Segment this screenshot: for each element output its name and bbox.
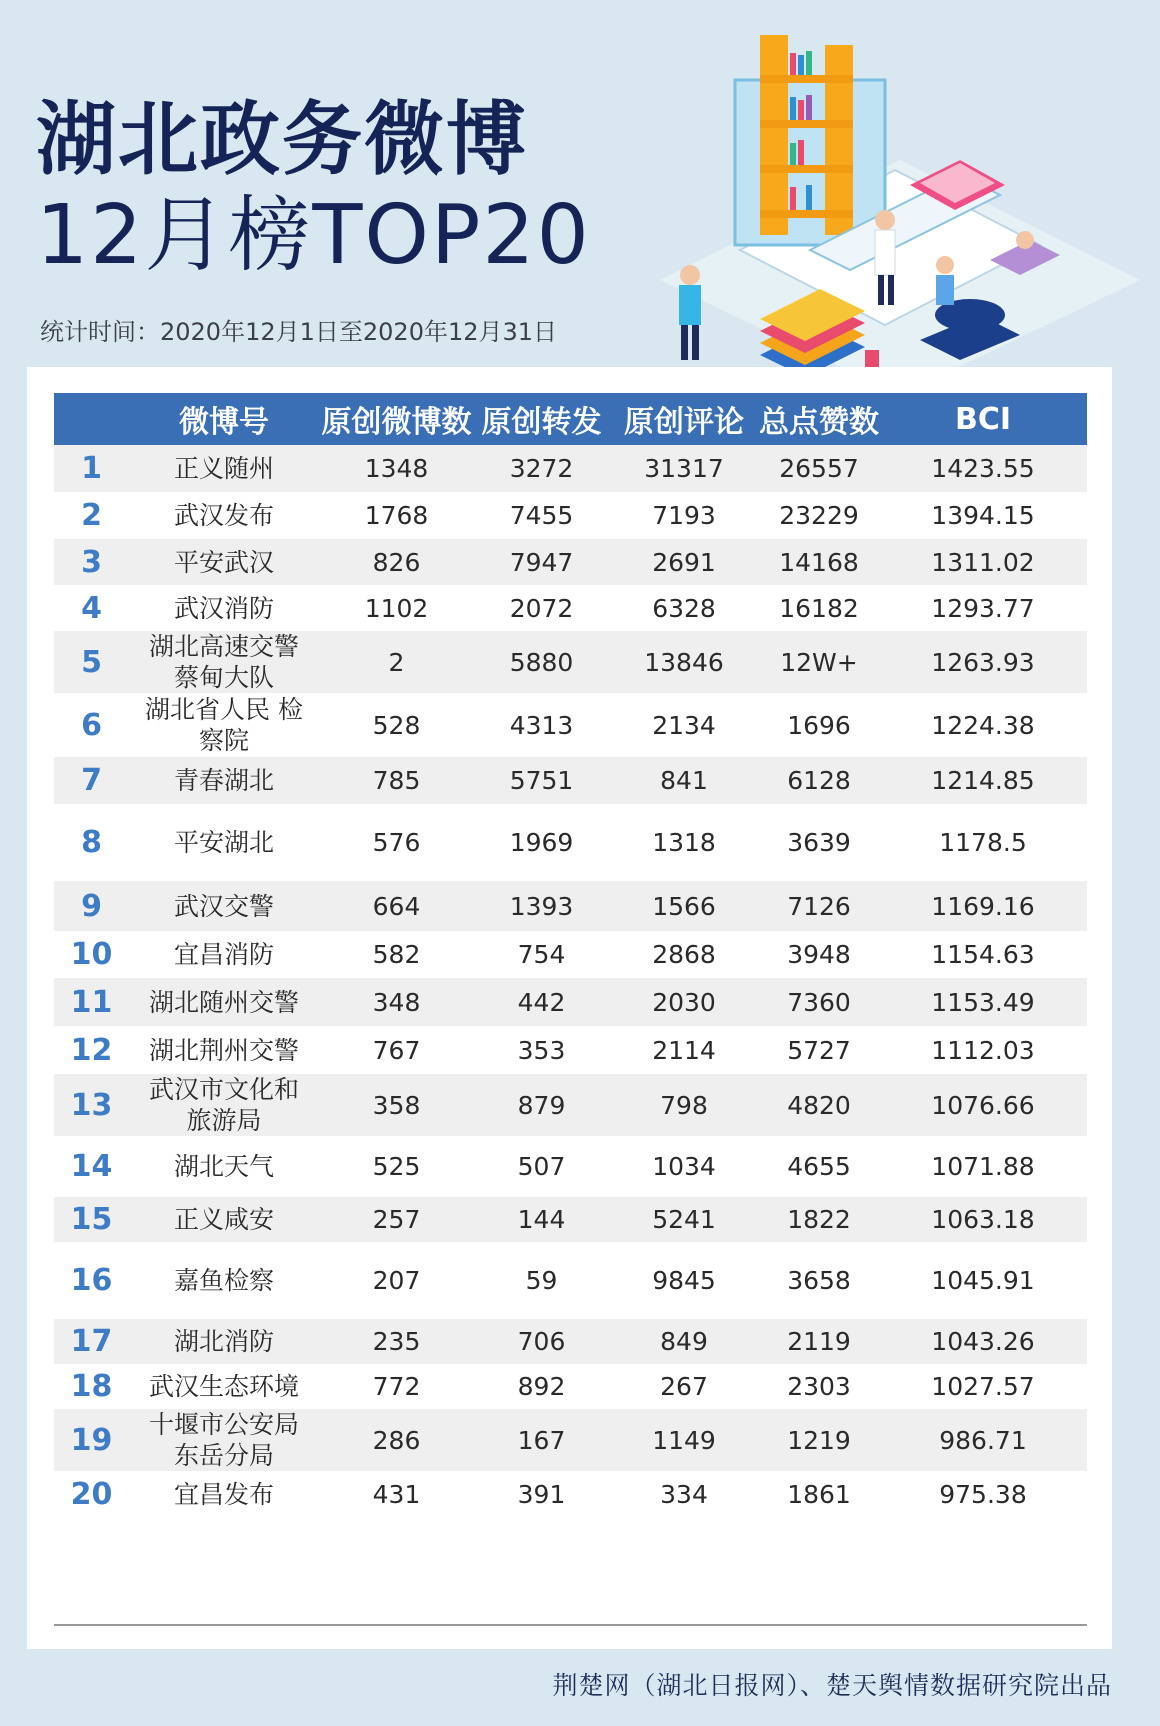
original-forwards-cell: 706	[517, 1327, 566, 1356]
original-comments-cell: 7193	[652, 501, 716, 530]
rank-cell: 19	[70, 1422, 113, 1458]
bci-cell: 1423.55	[931, 454, 1035, 483]
account-name-cell: 宜昌发布	[173, 1480, 274, 1509]
table-row	[54, 1364, 1087, 1409]
original-forwards-cell: 892	[517, 1372, 566, 1401]
table-bottom-rule	[54, 1624, 1087, 1626]
original-comments-cell: 5241	[652, 1205, 716, 1234]
bci-cell: 1043.26	[931, 1327, 1035, 1356]
page-subtitle: 12月榜TOP20	[36, 188, 591, 283]
total-likes-cell: 23229	[779, 501, 859, 530]
table-row	[54, 539, 1087, 585]
original-comments-cell: 1318	[652, 828, 716, 857]
table-row	[54, 445, 1087, 492]
original-posts-cell: 286	[372, 1425, 421, 1455]
table-row	[54, 757, 1087, 804]
account-name-cell: 十堰市公安局 东岳分局	[148, 1410, 299, 1470]
rank-cell: 2	[81, 498, 102, 533]
original-forwards-cell: 3272	[509, 454, 574, 483]
original-comments-cell: 841	[660, 766, 708, 795]
original-posts-cell: 767	[372, 1035, 421, 1065]
col-header-original-posts: 原创微博数	[321, 405, 472, 440]
rank-cell: 20	[70, 1477, 113, 1512]
original-comments-cell: 13846	[644, 647, 724, 677]
total-likes-cell: 3658	[787, 1266, 851, 1295]
bci-cell: 986.71	[939, 1425, 1027, 1455]
table-row	[54, 1074, 1087, 1136]
rank-cell: 15	[70, 1202, 113, 1237]
original-posts-cell: 358	[372, 1090, 421, 1120]
total-likes-cell: 1219	[787, 1425, 851, 1455]
bci-cell: 1027.57	[931, 1372, 1035, 1401]
table-row	[54, 1136, 1087, 1197]
account-name-cell: 嘉鱼检察	[173, 1266, 274, 1295]
total-likes-cell: 7126	[787, 891, 851, 921]
original-comments-cell: 9845	[652, 1266, 716, 1295]
original-comments-cell: 1034	[652, 1152, 716, 1181]
total-likes-cell: 2119	[787, 1327, 851, 1356]
page-title: 湖北政务微博	[36, 93, 528, 186]
rank-cell: 14	[70, 1149, 113, 1184]
original-forwards-cell: 442	[517, 987, 566, 1017]
account-name-cell: 正义随州	[173, 454, 274, 483]
rank-cell: 11	[70, 984, 113, 1020]
original-comments-cell: 2030	[652, 987, 716, 1017]
rank-cell: 1	[81, 451, 102, 486]
col-header-bci: BCI	[954, 401, 1012, 437]
rank-cell: 5	[81, 644, 102, 680]
account-name-cell: 平安湖北	[173, 828, 274, 857]
rank-cell: 10	[70, 937, 113, 972]
original-posts-cell: 664	[372, 891, 421, 921]
bci-cell: 1394.15	[931, 501, 1035, 530]
bci-cell: 1063.18	[931, 1205, 1035, 1234]
rank-cell: 3	[81, 544, 102, 580]
account-name-cell: 湖北消防	[173, 1327, 274, 1356]
account-name-cell: 宜昌消防	[173, 940, 274, 969]
bci-cell: 1224.38	[931, 710, 1035, 740]
bci-cell: 1071.88	[931, 1152, 1035, 1181]
col-header-original-comments: 原创评论	[624, 405, 744, 440]
original-posts-cell: 1348	[364, 454, 429, 483]
bci-cell: 1169.16	[931, 891, 1035, 921]
account-name-cell: 湖北荆州交警	[148, 1035, 299, 1065]
bci-cell: 1293.77	[931, 593, 1035, 623]
original-posts-cell: 1102	[364, 593, 429, 623]
rank-cell: 16	[70, 1263, 113, 1298]
table-row	[54, 1409, 1087, 1471]
table-row	[54, 693, 1087, 757]
original-posts-cell: 235	[372, 1327, 421, 1356]
table-row	[54, 631, 1087, 693]
total-likes-cell: 7360	[787, 987, 851, 1017]
account-name-cell: 武汉市文化和 旅游局	[148, 1075, 299, 1135]
original-comments-cell: 267	[660, 1372, 708, 1401]
original-posts-cell: 826	[372, 547, 421, 577]
original-posts-cell: 431	[372, 1480, 421, 1509]
bci-cell: 1154.63	[931, 940, 1035, 969]
original-comments-cell: 1566	[652, 891, 716, 921]
account-name-cell: 湖北天气	[173, 1152, 274, 1181]
bci-cell: 1311.02	[931, 547, 1035, 577]
original-comments-cell: 1149	[652, 1425, 716, 1455]
original-comments-cell: 334	[660, 1480, 708, 1509]
original-forwards-cell: 144	[517, 1205, 566, 1234]
original-comments-cell: 2134	[652, 710, 716, 740]
original-posts-cell: 348	[372, 987, 421, 1017]
ranking-table	[54, 393, 1087, 1518]
account-name-cell: 武汉消防	[173, 593, 274, 623]
total-likes-cell: 4820	[787, 1090, 851, 1120]
bci-cell: 1263.93	[931, 647, 1035, 677]
total-likes-cell: 5727	[787, 1035, 851, 1065]
table-row	[54, 1242, 1087, 1319]
rank-cell: 13	[70, 1087, 113, 1123]
rank-cell: 18	[70, 1369, 113, 1404]
total-likes-cell: 3639	[787, 828, 851, 857]
original-comments-cell: 798	[660, 1090, 708, 1120]
total-likes-cell: 2303	[787, 1372, 851, 1401]
col-header-original-forwards: 原创转发	[481, 405, 602, 440]
table-row	[54, 804, 1087, 881]
original-forwards-cell: 353	[517, 1035, 566, 1065]
table-row	[54, 492, 1087, 539]
account-name-cell: 湖北省人民 检察院	[145, 695, 303, 755]
account-name-cell: 湖北高速交警 蔡甸大队	[148, 632, 299, 692]
account-name-cell: 湖北随州交警	[148, 987, 299, 1017]
original-forwards-cell: 754	[517, 940, 566, 969]
table-row	[54, 1319, 1087, 1364]
original-posts-cell: 772	[372, 1372, 421, 1401]
col-header-account: 微博号	[179, 405, 269, 440]
original-forwards-cell: 5880	[509, 647, 574, 677]
total-likes-cell: 16182	[779, 593, 859, 623]
rank-cell: 6	[81, 707, 102, 743]
account-name-cell: 武汉发布	[173, 501, 274, 530]
footer-credit: 荆楚网（湖北日报网）、楚天舆情数据研究院出品	[552, 1671, 1112, 1700]
total-likes-cell: 14168	[779, 547, 859, 577]
total-likes-cell: 1861	[787, 1480, 851, 1509]
original-posts-cell: 257	[372, 1205, 421, 1234]
total-likes-cell: 12W+	[780, 647, 858, 677]
original-posts-cell: 2	[388, 647, 405, 677]
original-posts-cell: 576	[372, 828, 421, 857]
original-comments-cell: 2868	[652, 940, 716, 969]
rank-cell: 17	[70, 1324, 113, 1359]
original-comments-cell: 2691	[652, 547, 716, 577]
bci-cell: 1214.85	[931, 766, 1035, 795]
col-header-rank	[54, 393, 129, 445]
original-posts-cell: 207	[372, 1266, 421, 1295]
original-posts-cell: 1768	[364, 501, 429, 530]
table-row	[54, 1197, 1087, 1242]
original-posts-cell: 528	[372, 710, 421, 740]
rank-cell: 8	[81, 825, 102, 860]
original-forwards-cell: 7947	[509, 547, 574, 577]
total-likes-cell: 1696	[787, 710, 851, 740]
bci-cell: 1112.03	[931, 1035, 1035, 1065]
total-likes-cell: 26557	[779, 454, 859, 483]
bci-cell: 1178.5	[939, 828, 1027, 857]
original-posts-cell: 785	[372, 766, 421, 795]
original-forwards-cell: 2072	[509, 593, 574, 623]
table-row	[54, 1026, 1087, 1074]
account-name-cell: 青春湖北	[173, 766, 274, 795]
rank-cell: 7	[81, 763, 102, 798]
bci-cell: 1076.66	[931, 1090, 1035, 1120]
account-name-cell: 武汉交警	[173, 891, 274, 921]
original-forwards-cell: 1393	[509, 891, 574, 921]
original-forwards-cell: 167	[517, 1425, 566, 1455]
table-row	[54, 931, 1087, 978]
account-name-cell: 武汉生态环境	[148, 1372, 299, 1401]
total-likes-cell: 6128	[787, 766, 851, 795]
original-forwards-cell: 5751	[509, 766, 574, 795]
table-row	[54, 978, 1087, 1026]
account-name-cell: 正义咸安	[173, 1205, 274, 1234]
original-forwards-cell: 879	[517, 1090, 566, 1120]
original-forwards-cell: 1969	[509, 828, 574, 857]
bci-cell: 1045.91	[931, 1266, 1035, 1295]
original-forwards-cell: 7455	[509, 501, 574, 530]
rank-cell: 9	[81, 888, 102, 924]
statistics-period: 统计时间：2020年12月1日至2020年12月31日	[40, 318, 558, 346]
total-likes-cell: 1822	[787, 1205, 851, 1234]
total-likes-cell: 3948	[787, 940, 851, 969]
account-name-cell: 平安武汉	[173, 547, 274, 577]
original-forwards-cell: 391	[517, 1480, 566, 1509]
original-comments-cell: 31317	[644, 454, 724, 483]
original-comments-cell: 6328	[652, 593, 716, 623]
bookshelf-laptop-illustration	[660, 35, 1140, 395]
original-forwards-cell: 59	[525, 1266, 558, 1295]
rank-cell: 4	[81, 590, 102, 626]
rank-cell: 12	[70, 1032, 113, 1068]
bci-cell: 975.38	[939, 1480, 1027, 1509]
ranking-card	[27, 367, 1112, 1649]
total-likes-cell: 4655	[787, 1152, 851, 1181]
original-comments-cell: 849	[660, 1327, 708, 1356]
col-header-total-likes: 总点赞数	[759, 405, 879, 440]
original-posts-cell: 582	[372, 940, 421, 969]
bci-cell: 1153.49	[931, 987, 1035, 1017]
table-row	[54, 881, 1087, 931]
table-header-row	[54, 393, 1087, 445]
table-row	[54, 1471, 1087, 1518]
original-posts-cell: 525	[372, 1152, 421, 1181]
original-comments-cell: 2114	[652, 1035, 716, 1065]
table-row	[54, 585, 1087, 631]
original-forwards-cell: 4313	[509, 710, 574, 740]
original-forwards-cell: 507	[517, 1152, 566, 1181]
